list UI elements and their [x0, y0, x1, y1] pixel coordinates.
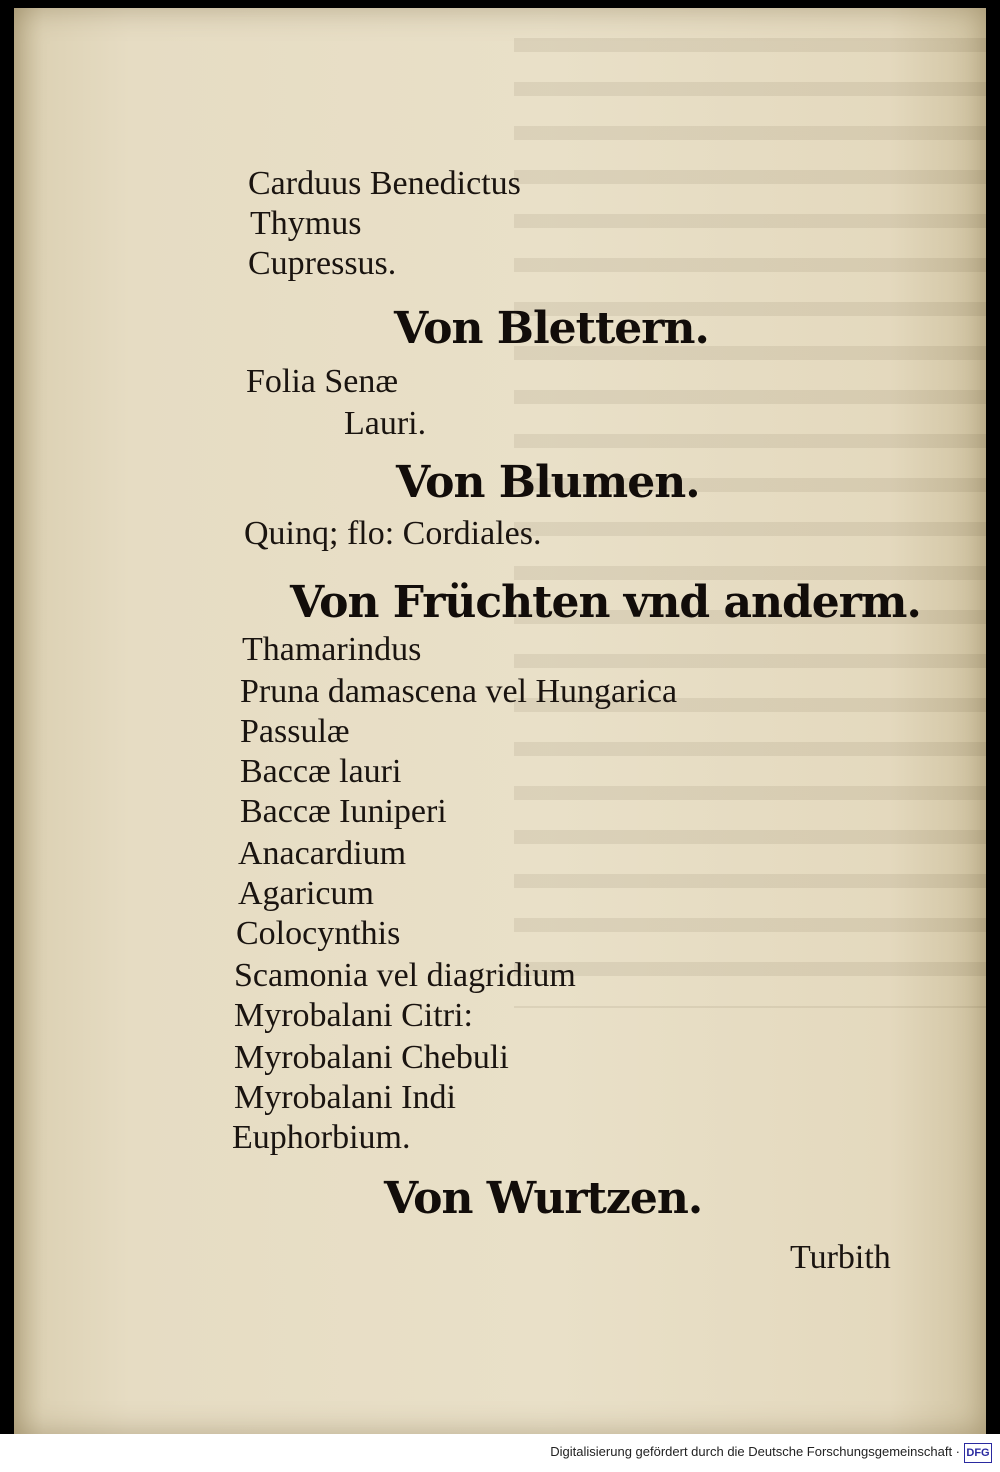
text-line: Anacardium — [238, 835, 407, 872]
text-line: Myrobalani Chebuli — [234, 1039, 509, 1076]
text-line: Pruna damascena vel Hungarica — [240, 673, 678, 710]
text-line: Quinq; flo: Cordiales. — [244, 515, 542, 552]
text-line: Thamarindus — [242, 631, 422, 668]
section-heading: Von Wurtzen. — [384, 1173, 703, 1224]
text-line: Passulæ — [240, 713, 350, 750]
section-heading: Von Blumen. — [396, 457, 700, 508]
text-line: Scamonia vel diagridium — [234, 957, 576, 994]
text-line: Thymus — [250, 205, 362, 242]
section-heading: Von Früchten vnd anderm. — [290, 577, 921, 628]
footer-bar — [0, 1434, 1000, 1472]
section-heading: Von Blettern. — [394, 303, 709, 354]
text-line: Baccæ Iuniperi — [240, 793, 447, 830]
footer-credit: Digitalisierung gefördert durch die Deutsche Forschungsgemeinschaft · — [550, 1444, 960, 1459]
dfg-logo-icon: DFG — [964, 1443, 992, 1463]
text-line: Baccæ lauri — [240, 753, 402, 790]
text-line: Carduus Benedictus — [248, 165, 521, 202]
text-line: Agaricum — [238, 875, 374, 912]
text-line: Lauri. — [344, 405, 427, 442]
text-line: Cupressus. — [248, 245, 397, 282]
text-line: Colocynthis — [236, 915, 401, 952]
catchword: Turbith — [790, 1239, 891, 1276]
text-line: Myrobalani Citri: — [234, 997, 473, 1034]
book-page — [14, 8, 986, 1434]
show-through-bleed — [514, 8, 986, 1008]
text-line: Euphorbium. — [232, 1119, 411, 1156]
text-line: Myrobalani Indi — [234, 1079, 456, 1116]
text-line: Folia Senæ — [246, 363, 399, 400]
